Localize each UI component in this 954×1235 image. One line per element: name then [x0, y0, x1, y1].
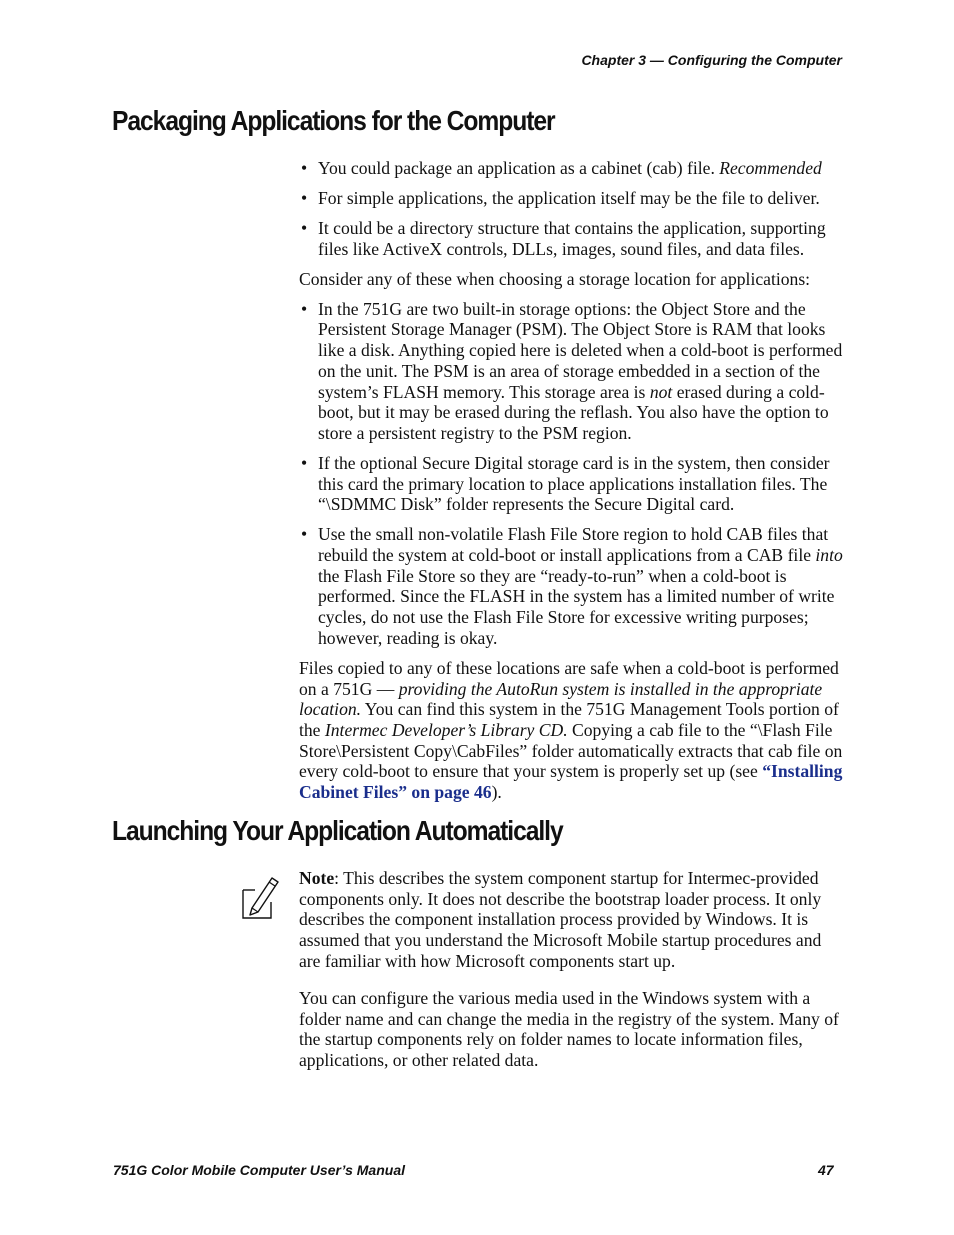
list-item: • You could package an application as a cabinet (cab) file. Recommended	[299, 158, 844, 179]
media-config-paragraph-wrap	[299, 988, 844, 1071]
list-item: • For simple applications, the application itself may be the file to deliver.	[299, 188, 844, 209]
list-item: • It could be a directory structure that contains the application, supporting files like ActiveX controls, DLLs, images, sound files, and data files.	[299, 218, 844, 259]
media-config-paragraph: You can configure the various media used in the Windows system with a folder name and can change the media in the registry of the system. Many of the startup components rely on folder names to locate information files, applications, or other related data.	[299, 988, 839, 1071]
section-title-packaging: Packaging Applications for the Computer	[112, 105, 555, 136]
running-header: Chapter 3 — Configuring the Computer	[581, 52, 842, 68]
installing-cabinet-files-link[interactable]: “Installing Cabinet Files” on page 46	[299, 761, 843, 803]
consider-paragraph: Consider any of these when choosing a storage location for applications:	[299, 268, 811, 289]
files-paragraph: Files copied to any of these locations are safe when a cold-boot is performed on a 751G — providing the AutoRun system is installed in the appropriate location. You can find this system in the 751G Management Tools portion of the Intermec Developer’s Library CD. Copying a cab file to the “\Flash File Store\Persistent Copy\CabFiles” folder automatically extracts that cab file on every cold-boot to ensure that your system is properly set up (see “Installing Cabinet Files” on page 46).	[299, 657, 843, 803]
list-item: • If the optional Secure Digital storage card is in the system, then consider this card the primary location to place applications installation files. The “\SDMMC Disk” folder represents the Secure Digital card.	[299, 453, 844, 515]
list-item: • In the 751G are two built-in storage options: the Object Store and the Persistent Storage Manager (PSM). The Object Store is RAM that looks like a disk. Anything copied here is deleted when a cold-boot is performed on the unit. The PSM is an area of storage embedded in a section of the system’s FLASH memory. This storage area is not erased during a cold-boot, but it may be erased during the reflash. You also have the option to store a persistent registry to the PSM region.	[299, 299, 844, 444]
storage-options-list	[299, 299, 844, 649]
pencil-note-icon	[238, 872, 280, 920]
packaging-body	[299, 158, 844, 803]
package-types-list	[299, 158, 844, 259]
list-item: • Use the small non-volatile Flash File Store region to hold CAB files that rebuild the system at cold-boot or install applications from a CAB file into the Flash File Store so they are “ready-to-run” when a cold-boot is performed. Since the FLASH in the system has a limited number of write cycles, do not use the Flash File Store for excessive writing purposes; however, reading is okay.	[299, 524, 844, 648]
note-block	[299, 868, 844, 972]
page-number: 47	[818, 1162, 834, 1178]
footer-manual-title: 751G Color Mobile Computer User’s Manual	[113, 1162, 405, 1178]
section-title-launching: Launching Your Application Automatically	[112, 815, 563, 846]
note-paragraph: Note: This describes the system component startup for Intermec-provided components only. It does not describe the bootstrap loader process. It only describes the component installation process provided by Windows. It is assumed that you understand the Microsoft Mobile startup procedures and are familiar with how Microsoft components start up.	[299, 868, 822, 971]
